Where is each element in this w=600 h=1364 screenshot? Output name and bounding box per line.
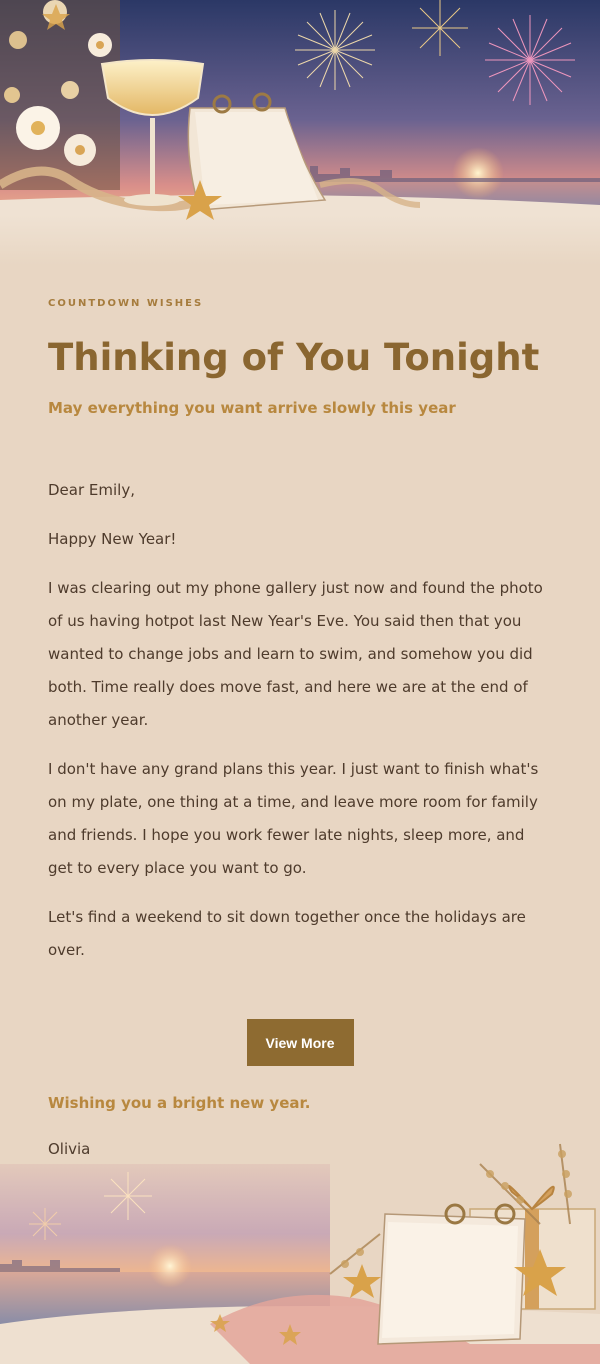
- flower-icon: [0, 0, 120, 190]
- letter-paragraph: I don't have any grand plans this year. I just want to finish what's on my plate, one thing at a time, and leave more room for family and friends. I hope you work fewer late nights, sleep more, and get to every place you want to go.: [48, 760, 539, 877]
- eyebrow-label: COUNTDOWN WISHES: [48, 298, 204, 309]
- letter-paragraph: Let's find a weekend to sit down together once the holidays are over.: [48, 908, 526, 959]
- opening-line: Happy New Year!: [48, 530, 177, 548]
- subtitle: May everything you want arrive slowly this year: [48, 399, 456, 417]
- page-title: Thinking of You Tonight: [48, 336, 540, 379]
- view-more-button[interactable]: View More: [247, 1019, 354, 1066]
- signature: Olivia: [48, 1140, 91, 1158]
- header-illustration: [0, 0, 600, 265]
- footer-illustration: [0, 1024, 600, 1364]
- calendar-icon: [378, 1205, 525, 1344]
- letter-paragraph: I was clearing out my phone gallery just now and found the photo of us having hotpot last New Year's Eve. You said then that you wanted to change jobs and learn to swim, and somehow you did both. Time really does move fast, and here we are at the end of another year.: [48, 579, 543, 729]
- closing-line: Wishing you a bright new year.: [48, 1094, 311, 1112]
- letter-body: [48, 474, 552, 983]
- greeting: Dear Emily,: [48, 481, 135, 499]
- cta-container: [48, 1019, 552, 1066]
